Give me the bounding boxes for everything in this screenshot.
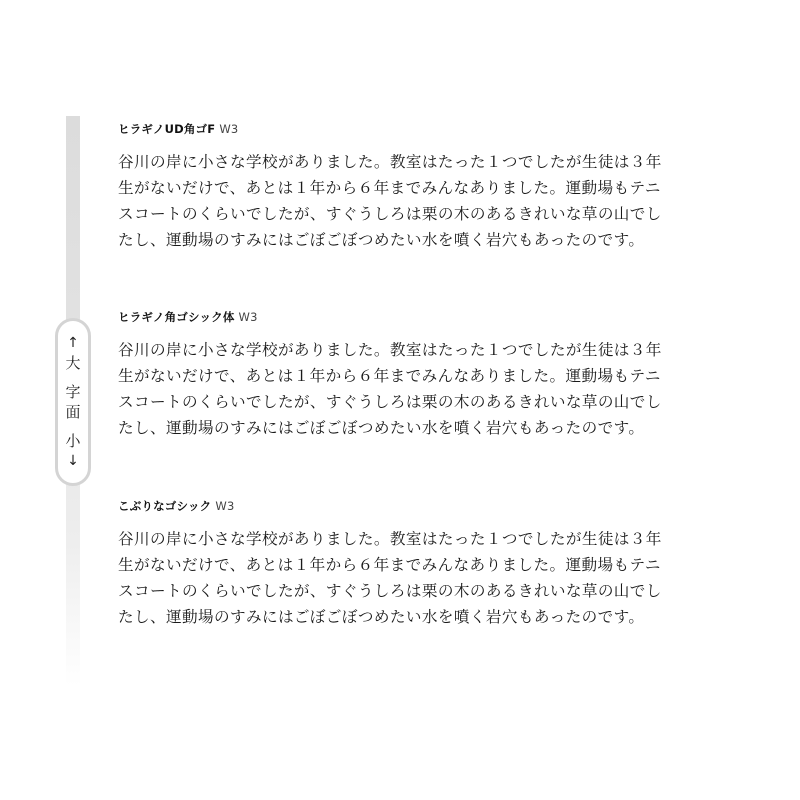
sample-paragraph xyxy=(118,526,718,630)
font-sample-block xyxy=(118,309,718,441)
font-name: ヒラギノUD角ゴF xyxy=(118,122,216,136)
font-name-heading xyxy=(118,309,718,325)
arrow-down-icon: ↓ xyxy=(67,452,79,469)
sample-line: スコートのくらいでしたが、すぐうしろは栗の木のあるきれいな草の山でし xyxy=(118,393,662,411)
scale-label-char-2: 面 xyxy=(65,402,81,421)
sample-line: たし、運動場のすみにはごぼごぼつめたい水を噴く岩穴もあったのです。 xyxy=(118,608,645,626)
font-name-heading xyxy=(118,121,718,137)
sample-line: 生がないだけで、あとは１年から６年までみんなありました。運動場もテニ xyxy=(118,367,661,385)
sample-line: たし、運動場のすみにはごぼごぼつめたい水を噴く岩穴もあったのです。 xyxy=(118,419,645,437)
sample-paragraph xyxy=(118,337,718,441)
scale-label-large: 大 xyxy=(65,353,81,372)
sample-line: 谷川の岸に小さな学校がありました。教室はたった１つでしたが生徒は３年 xyxy=(118,530,662,548)
font-weight: W3 xyxy=(219,122,239,136)
scale-label-char-1: 字 xyxy=(65,382,81,401)
sample-line: スコートのくらいでしたが、すぐうしろは栗の木のあるきれいな草の山でし xyxy=(118,205,662,223)
sample-line: たし、運動場のすみにはごぼごぼつめたい水を噴く岩穴もあったのです。 xyxy=(118,231,645,249)
font-name: こぶりなゴシック xyxy=(118,499,212,513)
font-sample-block xyxy=(118,121,718,253)
sample-line: 谷川の岸に小さな学校がありました。教室はたった１つでしたが生徒は３年 xyxy=(118,153,662,171)
sample-line: スコートのくらいでしたが、すぐうしろは栗の木のあるきれいな草の山でし xyxy=(118,582,662,600)
font-weight: W3 xyxy=(215,499,235,513)
scale-label-small: 小 xyxy=(65,431,81,450)
font-name: ヒラギノ角ゴシック体 xyxy=(118,310,235,324)
sample-line: 谷川の岸に小さな学校がありました。教室はたった１つでしたが生徒は３年 xyxy=(118,341,662,359)
sample-line: 生がないだけで、あとは１年から６年までみんなありました。運動場もテニ xyxy=(118,556,661,574)
font-sample-block xyxy=(118,498,718,630)
arrow-up-icon: ↑ xyxy=(67,334,79,351)
sample-line: 生がないだけで、あとは１年から６年までみんなありました。運動場もテニ xyxy=(118,179,661,197)
font-name-heading xyxy=(118,498,718,514)
type-size-scale-indicator xyxy=(55,318,91,486)
font-weight: W3 xyxy=(238,310,258,324)
sample-paragraph xyxy=(118,149,718,253)
